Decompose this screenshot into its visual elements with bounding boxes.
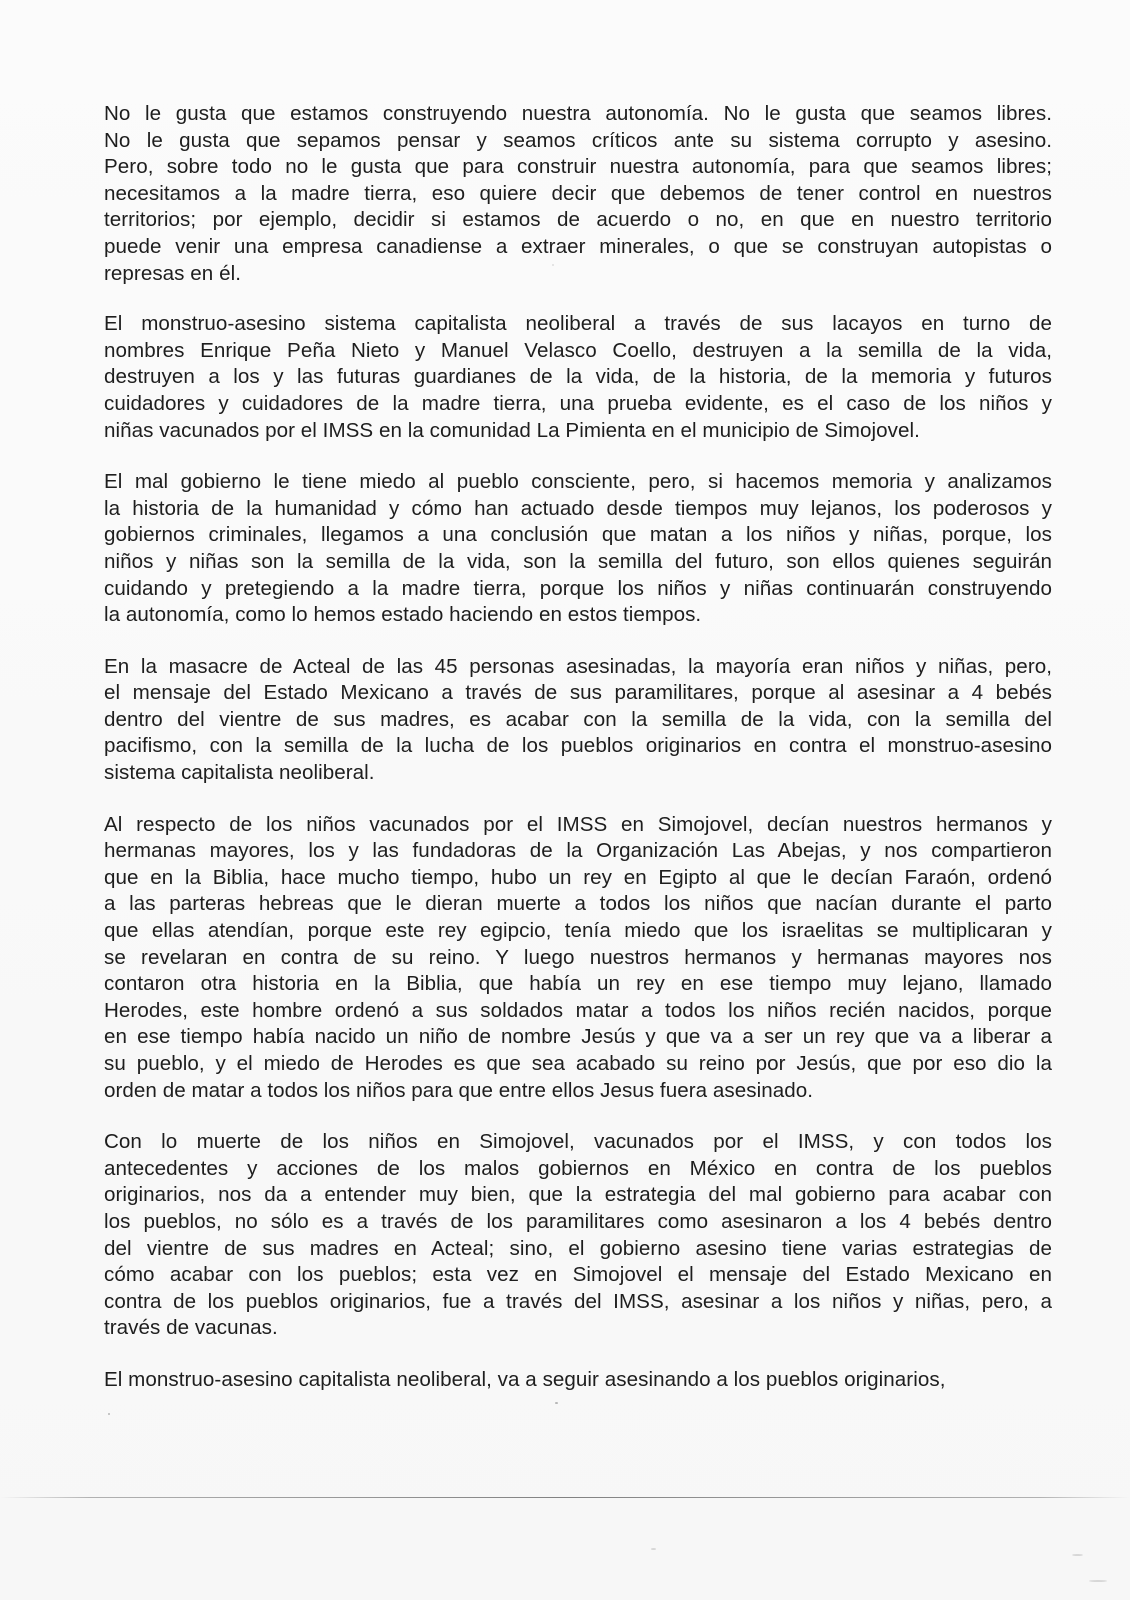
text-line: orden de matar a todos los niños para que entre ellos Jesus fuera asesinado. — [104, 1078, 814, 1102]
paragraph-bible-stories — [104, 812, 1052, 1105]
paragraph-simojovel-deaths — [104, 1129, 1052, 1342]
text-line: en ese tiempo había nacido un niño de nombre Jesús y que va a ser un rey que va a liberar a — [104, 1025, 1052, 1049]
text-line: No le gusta que estamos construyendo nuestra autonomía. No le gusta que seamos libres. — [104, 102, 1052, 125]
text-line: contra de los pueblos originarios, fue a través del IMSS, asesinar a los niños y niñas, pero, a — [104, 1289, 1052, 1313]
text-line: represas en él. — [104, 261, 241, 285]
text-line: El monstruo-asesino sistema capitalista neoliberal a través de sus lacayos en turno de — [104, 312, 1052, 336]
text-line: gobiernos criminales, llegamos a una conclusión que matan a los niños y niñas, porque, los — [104, 523, 1052, 547]
document-body — [104, 101, 1052, 1394]
text-line: los pueblos, no sólo es a través de los paramilitares como asesinaron a los 4 bebés dentro — [104, 1209, 1052, 1233]
text-line: hermanas mayores, los y las fundadoras de la Organización Las Abejas, y nos compartieron — [104, 839, 1052, 863]
text-line: Herodes, este hombre ordenó a sus soldados matar a todos los niños recién nacidos, porque — [104, 998, 1052, 1022]
scan-fold-line — [0, 1497, 1130, 1498]
text-line: niños y niñas son la semilla de la vida, son la semilla del futuro, son ellos quienes seguirán — [104, 549, 1052, 573]
paragraph-autonomy — [104, 101, 1052, 287]
text-line: sistema capitalista neoliberal. — [104, 761, 375, 785]
text-line: el mensaje del Estado Mexicano a través de sus paramilitares, porque al asesinar a 4 bebés — [104, 681, 1052, 705]
text-line: la historia de la humanidad y cómo han actuado desde tiempos muy lejanos, los poderosos y — [104, 496, 1052, 520]
text-line: pacifismo, con la semilla de la lucha de los pueblos originarios en contra el monstruo-asesino — [104, 734, 1052, 758]
text-line: necesitamos a la madre tierra, eso quiere decir que debemos de tener control en nuestros — [104, 181, 1052, 205]
text-line: originarios, nos da a entender muy bien, que la estrategia del mal gobierno para acabar con — [104, 1183, 1052, 1207]
text-line: cómo acabar con los pueblos; esta vez en Simojovel el mensaje del Estado Mexicano en — [104, 1263, 1052, 1287]
text-line: niñas vacunados por el IMSS en la comunidad La Pimienta en el municipio de Simojovel. — [104, 418, 920, 442]
scan-speck — [555, 1402, 558, 1404]
text-line: que en la Biblia, hace mucho tiempo, hubo un rey en Egipto al que le decían Faraón, ordenó — [104, 865, 1052, 889]
paragraph-acteal — [104, 654, 1052, 787]
text-line: No le gusta que sepamos pensar y seamos críticos ante su sistema corrupto y asesino. — [104, 128, 1052, 152]
scan-speck — [1072, 1554, 1083, 1556]
text-line: El monstruo-asesino capitalista neoliberal, va a seguir asesinando a los pueblos originarios, — [104, 1367, 946, 1391]
text-line: del vientre de sus madres en Acteal; sino, el gobierno asesino tiene varias estrategias de — [104, 1236, 1052, 1260]
text-line: su pueblo, y el miedo de Herodes es que sea acabado su reino por Jesús, que por eso dio la — [104, 1052, 1052, 1075]
scan-speck — [651, 1548, 656, 1550]
text-line: dentro del vientre de sus madres, es acabar con la semilla de la vida, con la semilla del — [104, 707, 1052, 731]
paragraph-bad-government — [104, 469, 1052, 629]
text-line: cuidadores y cuidadores de la madre tierra, una prueba evidente, es el caso de los niños y — [104, 391, 1052, 415]
text-line: se revelaran en contra de su reino. Y luego nuestros hermanos y hermanas mayores nos — [104, 945, 1052, 969]
paragraph-closing — [104, 1367, 1052, 1394]
text-line: En la masacre de Acteal de las 45 personas asesinadas, la mayoría eran niños y niñas, pero, — [104, 654, 1052, 678]
scan-speck — [552, 264, 554, 266]
text-line: contaron otra historia en la Biblia, que había un rey en ese tiempo muy lejano, llamado — [104, 972, 1052, 996]
text-line: Al respecto de los niños vacunados por el IMSS en Simojovel, decían nuestros hermanos y — [104, 812, 1052, 836]
text-line: antecedentes y acciones de los malos gobiernos en México en contra de los pueblos — [104, 1156, 1052, 1180]
text-line: El mal gobierno le tiene miedo al pueblo consciente, pero, si hacemos memoria y analizamos — [104, 470, 1052, 494]
scan-speck — [108, 1413, 110, 1415]
text-line: destruyen a los y las futuras guardianes de la vida, de la historia, de la memoria y futuros — [104, 365, 1052, 389]
text-line: puede venir una empresa canadiense a extraer minerales, o que se construyan autopistas o — [104, 234, 1052, 258]
text-line: Pero, sobre todo no le gusta que para construir nuestra autonomía, para que seamos libres; — [104, 155, 1052, 179]
paragraph-monster-system — [104, 311, 1052, 444]
text-line: la autonomía, como lo hemos estado haciendo en estos tiempos. — [104, 603, 702, 627]
scan-speck — [1089, 1580, 1107, 1582]
text-line: territorios; por ejemplo, decidir si estamos de acuerdo o no, en que en nuestro territorio — [104, 208, 1052, 232]
text-line: que ellas atendían, porque este rey egipcio, tenía miedo que los israelitas se multiplicaran y — [104, 919, 1052, 943]
text-line: Con lo muerte de los niños en Simojovel, vacunados por el IMSS, y con todos los — [104, 1130, 1052, 1154]
text-line: nombres Enrique Peña Nieto y Manuel Velasco Coello, destruyen a la semilla de la vida, — [104, 338, 1052, 362]
text-line: cuidando y pretegiendo a la madre tierra, porque los niños y niñas continuarán construyendo — [104, 576, 1052, 600]
text-line: través de vacunas. — [104, 1316, 278, 1340]
text-line: a las parteras hebreas que le dieran muerte a todos los niños que nacían durante el parto — [104, 892, 1052, 916]
